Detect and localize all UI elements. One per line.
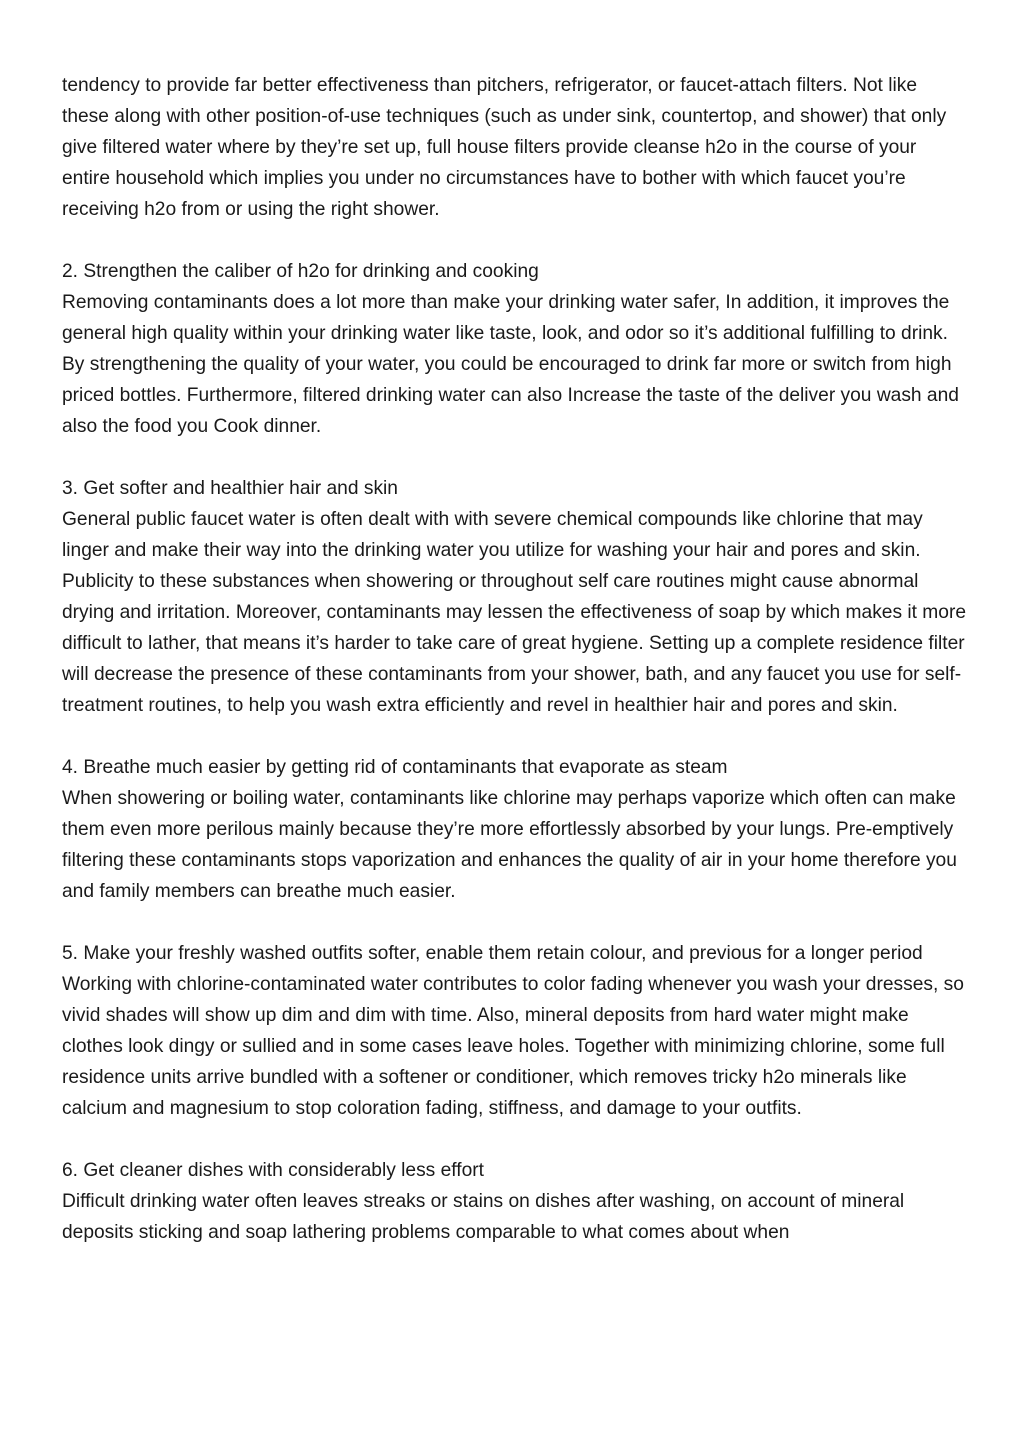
document-page [62, 70, 967, 1279]
section-heading: 4. Breathe much easier by getting rid of contaminants that evaporate as steam [62, 757, 728, 778]
section-heading: 3. Get softer and healthier hair and skin [62, 478, 398, 499]
section-6 [62, 1155, 967, 1248]
section-heading: 6. Get cleaner dishes with considerably less effort [62, 1160, 484, 1181]
section-body: Removing contaminants does a lot more than make your drinking water safer, In addition, it improves the general high quality within your drinking water like taste, look, and odor so it’s additional fulfilling to drink. By strengthening the quality of your water, you could be encouraged to drink far more or switch from high priced bottles. Furthermore, filtered drinking water can also Increase the taste of the deliver you wash and also the food you Cook dinner. [62, 292, 959, 437]
intro-paragraph: tendency to provide far better effectiveness than pitchers, refrigerator, or faucet-attach filters. Not like these along with other position-of-use techniques (such as under sink, countertop, and shower) that only give filtered water where by they’re set up, full house filters provide cleanse h2o in the course of your entire household which implies you under no circumstances have to bother with which faucet you’re receiving h2o from or using the right shower. [62, 75, 947, 220]
section-2 [62, 256, 967, 442]
section-3 [62, 473, 967, 721]
section-heading: 2. Strengthen the caliber of h2o for drinking and cooking [62, 261, 539, 282]
section-body: Working with chlorine-contaminated water contributes to color fading whenever you wash your dresses, so vivid shades will show up dim and dim with time. Also, mineral deposits from hard water might make clothes look dingy or sullied and in some cases leave holes. Together with minimizing chlorine, some full residence units arrive bundled with a softener or conditioner, which removes tricky h2o minerals like calcium and magnesium to stop coloration fading, stiffness, and damage to your outfits. [62, 974, 964, 1119]
section-body: When showering or boiling water, contaminants like chlorine may perhaps vaporize which often can make them even more perilous mainly because they’re more effortlessly absorbed by your lungs. Pre-emptively filtering these contaminants stops vaporization and enhances the quality of air in your home therefore you and family members can breathe much easier. [62, 788, 957, 902]
section-body: General public faucet water is often dealt with with severe chemical compounds like chlorine that may linger and make their way into the drinking water you utilize for washing your hair and pores and skin. Publicity to these substances when showering or throughout self care routines might cause abnormal drying and irritation. Moreover, contaminants may lessen the effectiveness of soap by which makes it more difficult to lather, that means it’s harder to take care of great hygiene. Setting up a complete residence filter will decrease the presence of these contaminants from your shower, bath, and any faucet you use for self-treatment routines, to help you wash extra efficiently and revel in healthier hair and pores and skin. [62, 509, 967, 716]
section-body: Difficult drinking water often leaves streaks or stains on dishes after washing, on account of mineral deposits sticking and soap lathering problems comparable to what comes about when [62, 1191, 905, 1243]
section-5 [62, 938, 967, 1124]
section-heading: 5. Make your freshly washed outfits softer, enable them retain colour, and previous for a longer period [62, 943, 923, 964]
section-4 [62, 752, 967, 907]
